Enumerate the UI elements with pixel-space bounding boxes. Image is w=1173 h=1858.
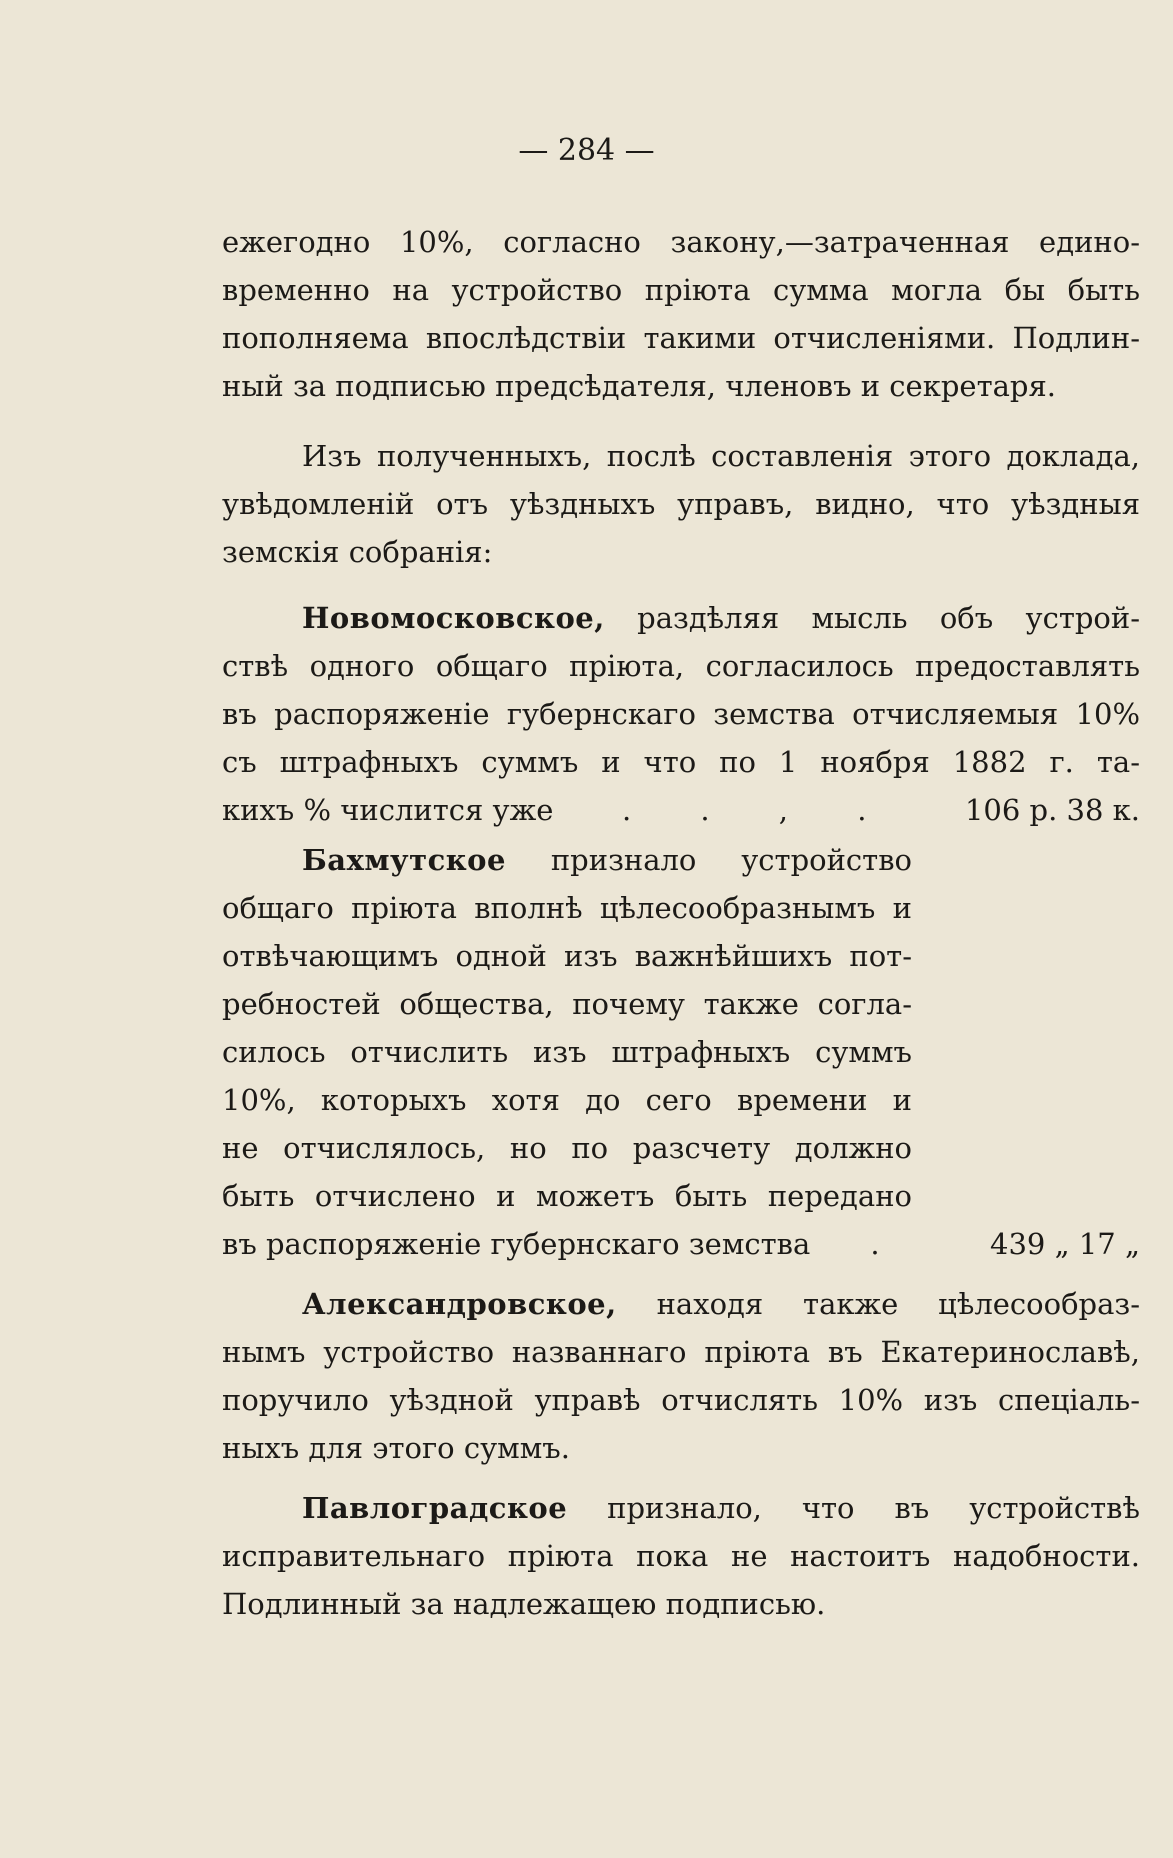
text-line: ребностей общества, почему также согла- (222, 987, 912, 1021)
paragraph-aleksandrovskoe (222, 1280, 1140, 1472)
text-line: временно на устройство прiюта сумма могла бы быть (222, 273, 1140, 307)
text-line (222, 1484, 1140, 1532)
paragraph-novomoskovskoe (222, 594, 1140, 834)
text-fragment: раздѣляя мысль объ устрой- (637, 601, 1141, 635)
leader-dots: . . , . (621, 793, 897, 827)
leader-dots: . (870, 1227, 880, 1261)
text-line (222, 594, 1140, 642)
text-line: пополняема впослѣдствiи такими отчисленiями. Подлин- (222, 321, 1140, 355)
text-line: ежегодно 10%, согласно закону,—затраченная едино- (222, 225, 1140, 259)
paragraph-continuation (222, 218, 1140, 410)
district-name: Новомосковское, (302, 601, 605, 635)
text-line: быть отчислено и можетъ быть передано (222, 1179, 912, 1213)
text-fragment: признало устройство (550, 843, 913, 877)
text-fragment: въ распоряженiе губернскаго земства (222, 1227, 811, 1261)
page-number: — 284 — (518, 133, 655, 168)
amount-line (222, 1220, 1140, 1268)
text-fragment: кихъ % числится уже (222, 793, 554, 827)
text-line: въ распоряженiе губернскаго земства отчисляемыя 10% (222, 697, 1140, 731)
paragraph-bakhmutskoe (222, 836, 1140, 1268)
text-line (222, 836, 912, 884)
paragraph-intro (222, 432, 1140, 576)
district-name: Павлоградское (302, 1491, 568, 1525)
paragraph-pavlogradskoe (222, 1484, 1140, 1628)
text-line: ный за подписью предсѣдателя, членовъ и секретаря. (222, 369, 1056, 403)
text-line: Изъ полученныхъ, послѣ составленiя этого доклада, (302, 439, 1140, 473)
text-line: увѣдомленiй отъ уѣздныхъ управъ, видно, что уѣздныя (222, 487, 1140, 521)
amount-value: 439 „ 17 „ (990, 1227, 1140, 1261)
text-line: 10%, которыхъ хотя до сего времени и (222, 1083, 912, 1117)
text-line: земскiя собранiя: (222, 535, 493, 569)
text-line: исправительнаго прiюта пока не настоитъ надобности. (222, 1539, 1140, 1573)
text-line (222, 1280, 1140, 1328)
text-line: Подлинный за надлежащею подписью. (222, 1587, 826, 1621)
text-line: не отчислялось, но по разсчету должно (222, 1131, 912, 1165)
text-fragment: находя также цѣлесообраз- (656, 1287, 1140, 1321)
text-fragment: признало, что въ устройствѣ (607, 1491, 1140, 1525)
text-line: съ штрафныхъ суммъ и что по 1 ноября 1882 г. та- (222, 745, 1140, 779)
text-line: нымъ устройство названнаго прiюта въ Екатеринославѣ, (222, 1335, 1140, 1369)
text-line: поручило уѣздной управѣ отчислять 10% изъ спецiаль- (222, 1383, 1140, 1417)
district-name: Бахмутское (302, 843, 506, 877)
text-line: ствѣ одного общаго прiюта, согласилось предоставлять (222, 649, 1140, 683)
text-line: общаго прiюта вполнѣ цѣлесообразнымъ и (222, 891, 912, 925)
amount-line (222, 786, 1140, 834)
amount-value: 106 р. 38 к. (964, 793, 1140, 827)
district-name: Александровское, (302, 1287, 617, 1321)
text-line: силось отчислить изъ штрафныхъ суммъ (222, 1035, 912, 1069)
text-line: отвѣчающимъ одной изъ важнѣйшихъ пот- (222, 939, 912, 973)
text-line: ныхъ для этого суммъ. (222, 1431, 570, 1465)
